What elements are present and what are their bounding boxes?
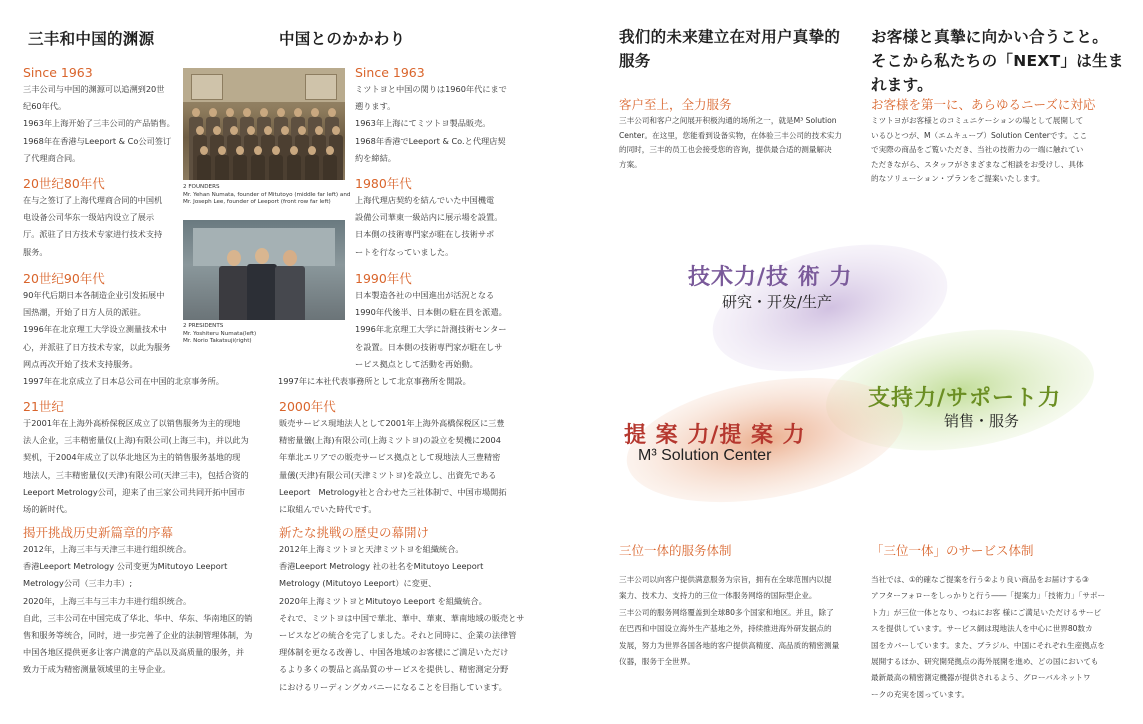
section-heading: 21世纪 [23, 399, 64, 414]
section-heading: 揭开挑战历史新篇章的序幕 [23, 525, 174, 540]
right-jp-body [871, 114, 1131, 187]
body-line: Metrology (Mitutoyo Leeport）に変更、 [279, 578, 437, 589]
body-line: ークの充実を図っています。 [871, 689, 970, 699]
caption-line: 2 FOUNDERS [183, 184, 220, 190]
person-head [254, 146, 262, 155]
section-body [279, 415, 514, 518]
section-body [279, 541, 525, 696]
section-heading: 20世纪80年代 [23, 176, 105, 191]
body-line: ートを行なっていました。 [355, 246, 454, 257]
body-line: 自此，三丰公司在中国完成了华北、华中、华东、华南地区的销 [23, 612, 253, 623]
title-line: 服务 [619, 52, 651, 70]
body-line: 当社では、①的確なご提案を行う②より良い商品をお届けする③ [871, 575, 1089, 584]
body-line: ービス拠点として活動を再始動。 [355, 358, 478, 369]
person-head [200, 146, 208, 155]
body-line: 三丰公司的服务网络覆盖到全球80多个国家和地区。并且，除了 [619, 607, 834, 617]
cn-service-body [619, 572, 859, 670]
body-line: 三丰公司与中国的渊源可以追溯到20世 [23, 84, 165, 94]
body-line: 2012年，上海三丰与天津三丰进行组织统合。 [23, 544, 192, 554]
body-line: 场的新时代。 [23, 504, 73, 515]
body-line: 約を締結。 [355, 152, 396, 163]
body-line: 契机，于2004年成立了以华北地区为主的销售服务基地的现 [23, 452, 241, 463]
section-heading: 2000年代 [279, 399, 336, 414]
section-body [23, 192, 173, 261]
person-head [236, 146, 244, 155]
body-line: 1963年上海开始了三丰公司的产品销售。 [23, 118, 175, 129]
jp-service-heading: 「三位一体」のサービス体制 [871, 543, 1034, 558]
body-line: 厅。派驻了日方技术专家进行技术支持 [23, 229, 163, 240]
body-line: 展開するほか、研究開発拠点の海外展開を進め、どの国においても [871, 657, 1099, 667]
body-line: るより多くの製品と高品質のサービスを提供し、精密測定分野 [279, 664, 509, 675]
person-head [283, 250, 297, 266]
tech-subtitle: 研究・开发/生产 [722, 293, 833, 311]
propose-title: 提 案 力/提 案 力 [624, 423, 806, 448]
body-line: 的なソリューション・プランをご提案いたします。 [871, 174, 1045, 183]
person-head [294, 108, 302, 117]
body-line: 精密量儀(上海)有限公司(上海ミツトヨ)の設立を契機に2004 [279, 435, 501, 446]
body-line: 法人企业，三丰精密量仪(上海)有限公司(上海三丰)，并以此为 [23, 435, 249, 446]
section-heading: 20世纪90年代 [23, 271, 105, 286]
person-body [305, 155, 319, 180]
body-line: 案力、技术力、支持力的三位一体服务网络的国际型企业。 [619, 591, 817, 601]
person-head [311, 108, 319, 117]
body-line: 90年代后期日本各制造企业引发拓展中 [23, 290, 165, 300]
body-line: ト力」が三位一体となり、つねにお客 様にご満足いただけるサービ [871, 607, 1102, 617]
right-cn-heading: 客户至上，全力服务 [619, 97, 732, 112]
body-line: 1997年在北京成立了日本总公司在中国的北京事务所。 [23, 376, 224, 387]
person-head [230, 126, 238, 135]
right-cn-title [619, 25, 859, 73]
body-line: 中国各地区提供更多让客户满意的产品以及高质量的服务，并 [23, 647, 245, 658]
title-line: お客様と真摯に向かい合うこと。 [871, 28, 1109, 46]
col1-title: 三丰和中国的渊源 [28, 30, 155, 48]
body-line: それで、ミツトヨは中国で華北、華中、華東、華南地域の販売とサ [279, 612, 525, 623]
body-line: Leeport Metrology公司，迎来了由三家公司共同开拓中国市 [23, 486, 246, 497]
section-body [23, 81, 173, 167]
person-head [247, 126, 255, 135]
window [191, 74, 223, 100]
body-line: 纪60年代。 [23, 101, 67, 112]
person-body [323, 155, 337, 180]
body-line: ミツトヨと中国の関りは1960年代にまで [355, 84, 507, 94]
cn-service-heading: 三位一体的服务体制 [619, 543, 732, 558]
title-line: 我们的未来建立在对用户真挚的 [619, 28, 841, 46]
person-head [308, 146, 316, 155]
person-head [315, 126, 323, 135]
body-line: 地法人，三丰精密量仪(天津)有限公司(天津三丰)，包括合资的 [23, 469, 249, 480]
body-line: 上海代理店契約を結んでいた中国機電 [355, 195, 495, 205]
body-line: 香港Leeport Metrology 公司变更为Mitutoyo Leeport [23, 561, 228, 572]
body-line: 服务。 [23, 246, 48, 257]
body-line: スを提供しています。サービス網は現地法人を中心に世界80数カ [871, 624, 1093, 634]
body-line: 1990年代後半、日本側の駐在員を派遣。 [355, 307, 507, 318]
body-line: 2020年，上海三丰与三丰力丰进行组织统合。 [23, 595, 192, 606]
presidents-photo [183, 220, 345, 320]
body-line: 遡ります。 [355, 101, 396, 112]
body-line: 方案。 [619, 159, 642, 169]
body-line: 了代理商合同。 [23, 152, 81, 163]
body-line: 理体制を更なる改善し、中国各地域のお客様にご満足いただけ [279, 647, 509, 658]
person-body [251, 155, 265, 180]
body-line: 1996年在北京理工大学设立测量技术中 [23, 324, 167, 335]
right-jp-title [871, 25, 1131, 97]
person-head [264, 126, 272, 135]
body-line: 販売サービス現地法人として2001年上海外高橋保税区に三豊 [279, 418, 505, 428]
person-body [215, 155, 229, 180]
person-head [277, 108, 285, 117]
tech-title: 技术力/技 術 力 [688, 265, 853, 290]
person-head [298, 126, 306, 135]
person-body [287, 155, 301, 180]
person-body [197, 155, 211, 180]
person-suit [219, 266, 249, 320]
body-line: 三丰公司和客户之间展开积极沟通的场所之一，就是M³ Solution [619, 116, 837, 125]
caption-line: Mr. Yoshiteru Numata(left) [183, 330, 257, 337]
body-line: 电设备公司华东一级站内设立了展示 [23, 212, 155, 223]
body-line: いるひとつが、M（エムキューブ）Solution Centerです。ここ [871, 130, 1088, 140]
person-head [290, 146, 298, 155]
body-line: 1997年に本社代表事務所として北京事務所を開設。 [278, 376, 471, 387]
founders-caption [183, 184, 353, 207]
person-head [226, 108, 234, 117]
person-head [209, 108, 217, 117]
body-line: 于2001年在上海外高桥保税区成立了以销售服务为主的现地 [23, 418, 241, 428]
col2-title: 中国とのかかわり [279, 30, 406, 48]
person-head [243, 108, 251, 117]
body-line: 三丰公司以向客户提供满意服务为宗旨，拥有在全球范围内以提 [619, 575, 832, 584]
body-line: 1968年在香港与Leeport & Co公司签订 [23, 135, 172, 146]
person-head [218, 146, 226, 155]
body-line: ミツトヨがお客様とのコミュニケーションの場として展開して [871, 116, 1084, 125]
body-line: 国をカバーしています。また、ブラジル、中国にそれぞれ生産拠点を [871, 640, 1105, 650]
body-line: 1963年上海にてミツトヨ製品販売。 [355, 118, 491, 129]
person-body [269, 155, 283, 180]
body-line: Leeport Metrology社と合わせた三社体制で、中国市場開拓 [279, 486, 507, 497]
caption-line: Mr. Norio Takatsuji(right) [183, 338, 252, 344]
body-line: 的同时，三丰的员工也会接受您的咨询，提供最合适的测量解决 [619, 145, 832, 154]
person-head [272, 146, 280, 155]
section-body [355, 192, 505, 261]
body-line: におけるリーディングカバニーになることを目指しています。 [279, 681, 507, 692]
body-line: 在巴西和中国设立海外生产基地之外，持续推进海外研发据点的 [619, 624, 832, 634]
section-heading: Since 1963 [355, 65, 425, 80]
three-circle-diagram [600, 230, 1130, 520]
body-line: 发展，努力为世界各国各地的客户提供高精度、高品质的精密测量 [619, 640, 840, 650]
section-body [278, 287, 595, 390]
body-line: 仪器，服务于全世界。 [619, 657, 695, 667]
body-line: 国热潮，开始了日方人员的派驻。 [23, 307, 146, 318]
section-body [23, 415, 258, 518]
title-line: れます。 [871, 76, 933, 94]
person-body [233, 155, 247, 180]
section-heading: 1990年代 [355, 271, 412, 286]
body-line: 2012年上海ミツトヨと天津ミツトヨを組織統合。 [279, 544, 464, 554]
person-head [192, 108, 200, 117]
body-line: 香港Leeport Metrology 社の社名をMitutoyo Leeport [279, 561, 484, 572]
person-head [328, 108, 336, 117]
body-line: ただきながら、スタッフがさまざまなご相談をお受けし、具体 [871, 159, 1084, 169]
body-line: 2020年上海ミツトヨとMitutoyo Leeport を組織統合。 [279, 595, 487, 606]
presidents-caption [183, 323, 353, 346]
body-line: 网点再次开始了技术支持服务。 [23, 358, 138, 369]
body-line: 1968年香港でLeeport & Co.と代理店契 [355, 135, 506, 146]
right-jp-heading: お客様を第一に、あらゆるニーズに対応 [871, 97, 1096, 112]
caption-line: 2 PRESIDENTS [183, 323, 224, 329]
person-head [255, 248, 269, 264]
caption-line: Mr. Yehan Numata, founder of Mitutoyo (middle far left) and [183, 191, 351, 198]
person-suit [247, 264, 277, 320]
support-subtitle: 销售・服务 [944, 412, 1020, 430]
support-title: 支持力/サポート力 [868, 386, 1062, 411]
body-line: 心，并派驻了日方技术专家，以此为服务 [23, 341, 171, 352]
body-line: ービスなどの統合を完了しました。それと同時に、企業の法律管 [279, 630, 517, 641]
body-line: に取組んでいた時代です。 [279, 504, 377, 515]
section-heading: 1980年代 [355, 176, 412, 191]
section-body [23, 541, 258, 679]
body-line: 1996年北京理工大学に計測技術センター [355, 324, 507, 335]
window [305, 74, 337, 100]
person-suit [275, 266, 305, 320]
propose-subtitle: M³ Solution Center [638, 447, 772, 464]
right-cn-body [619, 114, 859, 172]
body-line: 量儀(天津)有限公司(天津ミツトヨ)を設立し、出資先である [279, 469, 497, 480]
body-line: アフターフォローをしっかりと行う――「提案力」「技術力」「サポー [871, 591, 1106, 601]
body-line: 致力于成为精密测量领域里的主导企业。 [23, 664, 171, 675]
section-heading: 新たな挑戦の歴史の幕開け [279, 525, 430, 540]
person-head [227, 250, 241, 266]
body-line: 售和服务等统合，同时，进一步完善了企业的法制管理体制，为 [23, 630, 253, 641]
body-line: Metrology公司（三丰力丰）; [23, 578, 133, 589]
body-line: 最新最高の精密測定機器が提供されるよう、グローバルネットワ [871, 673, 1091, 683]
jp-service-body [871, 572, 1131, 703]
body-line: 在与之签订了上海代理商合同的中国机 [23, 195, 163, 205]
title-line: そこから私たちの「NEXT」は生ま [871, 52, 1124, 70]
person-head [326, 146, 334, 155]
person-head [332, 126, 340, 135]
body-line: 年華北エリアでの販売サービス拠点として現地法人三豊精密 [279, 452, 501, 463]
caption-line: Mr. Joseph Lee, founder of Leeport (front row far left) [183, 199, 331, 205]
person-head [260, 108, 268, 117]
body-line: 設備公司華東一級站内に展示場を設置。 [355, 212, 503, 223]
person-head [213, 126, 221, 135]
body-line: Center。在这里，您能看到设备实物，在体验三丰公司的技术实力 [619, 130, 842, 140]
founders-photo [183, 68, 345, 180]
section-heading: Since 1963 [23, 65, 93, 80]
body-line: で実際の商品をご覧いただき、当社の技術力の一端に触れてい [871, 145, 1084, 154]
body-line: 日本製造各社の中国進出が活況となる [355, 290, 495, 300]
body-line: を設置。日本側の技術専門家が駐在しサ [355, 341, 503, 352]
section-body [355, 81, 505, 167]
person-head [281, 126, 289, 135]
body-line: 日本側の技術専門家が駐在し技術サポ [355, 229, 495, 240]
person-head [196, 126, 204, 135]
